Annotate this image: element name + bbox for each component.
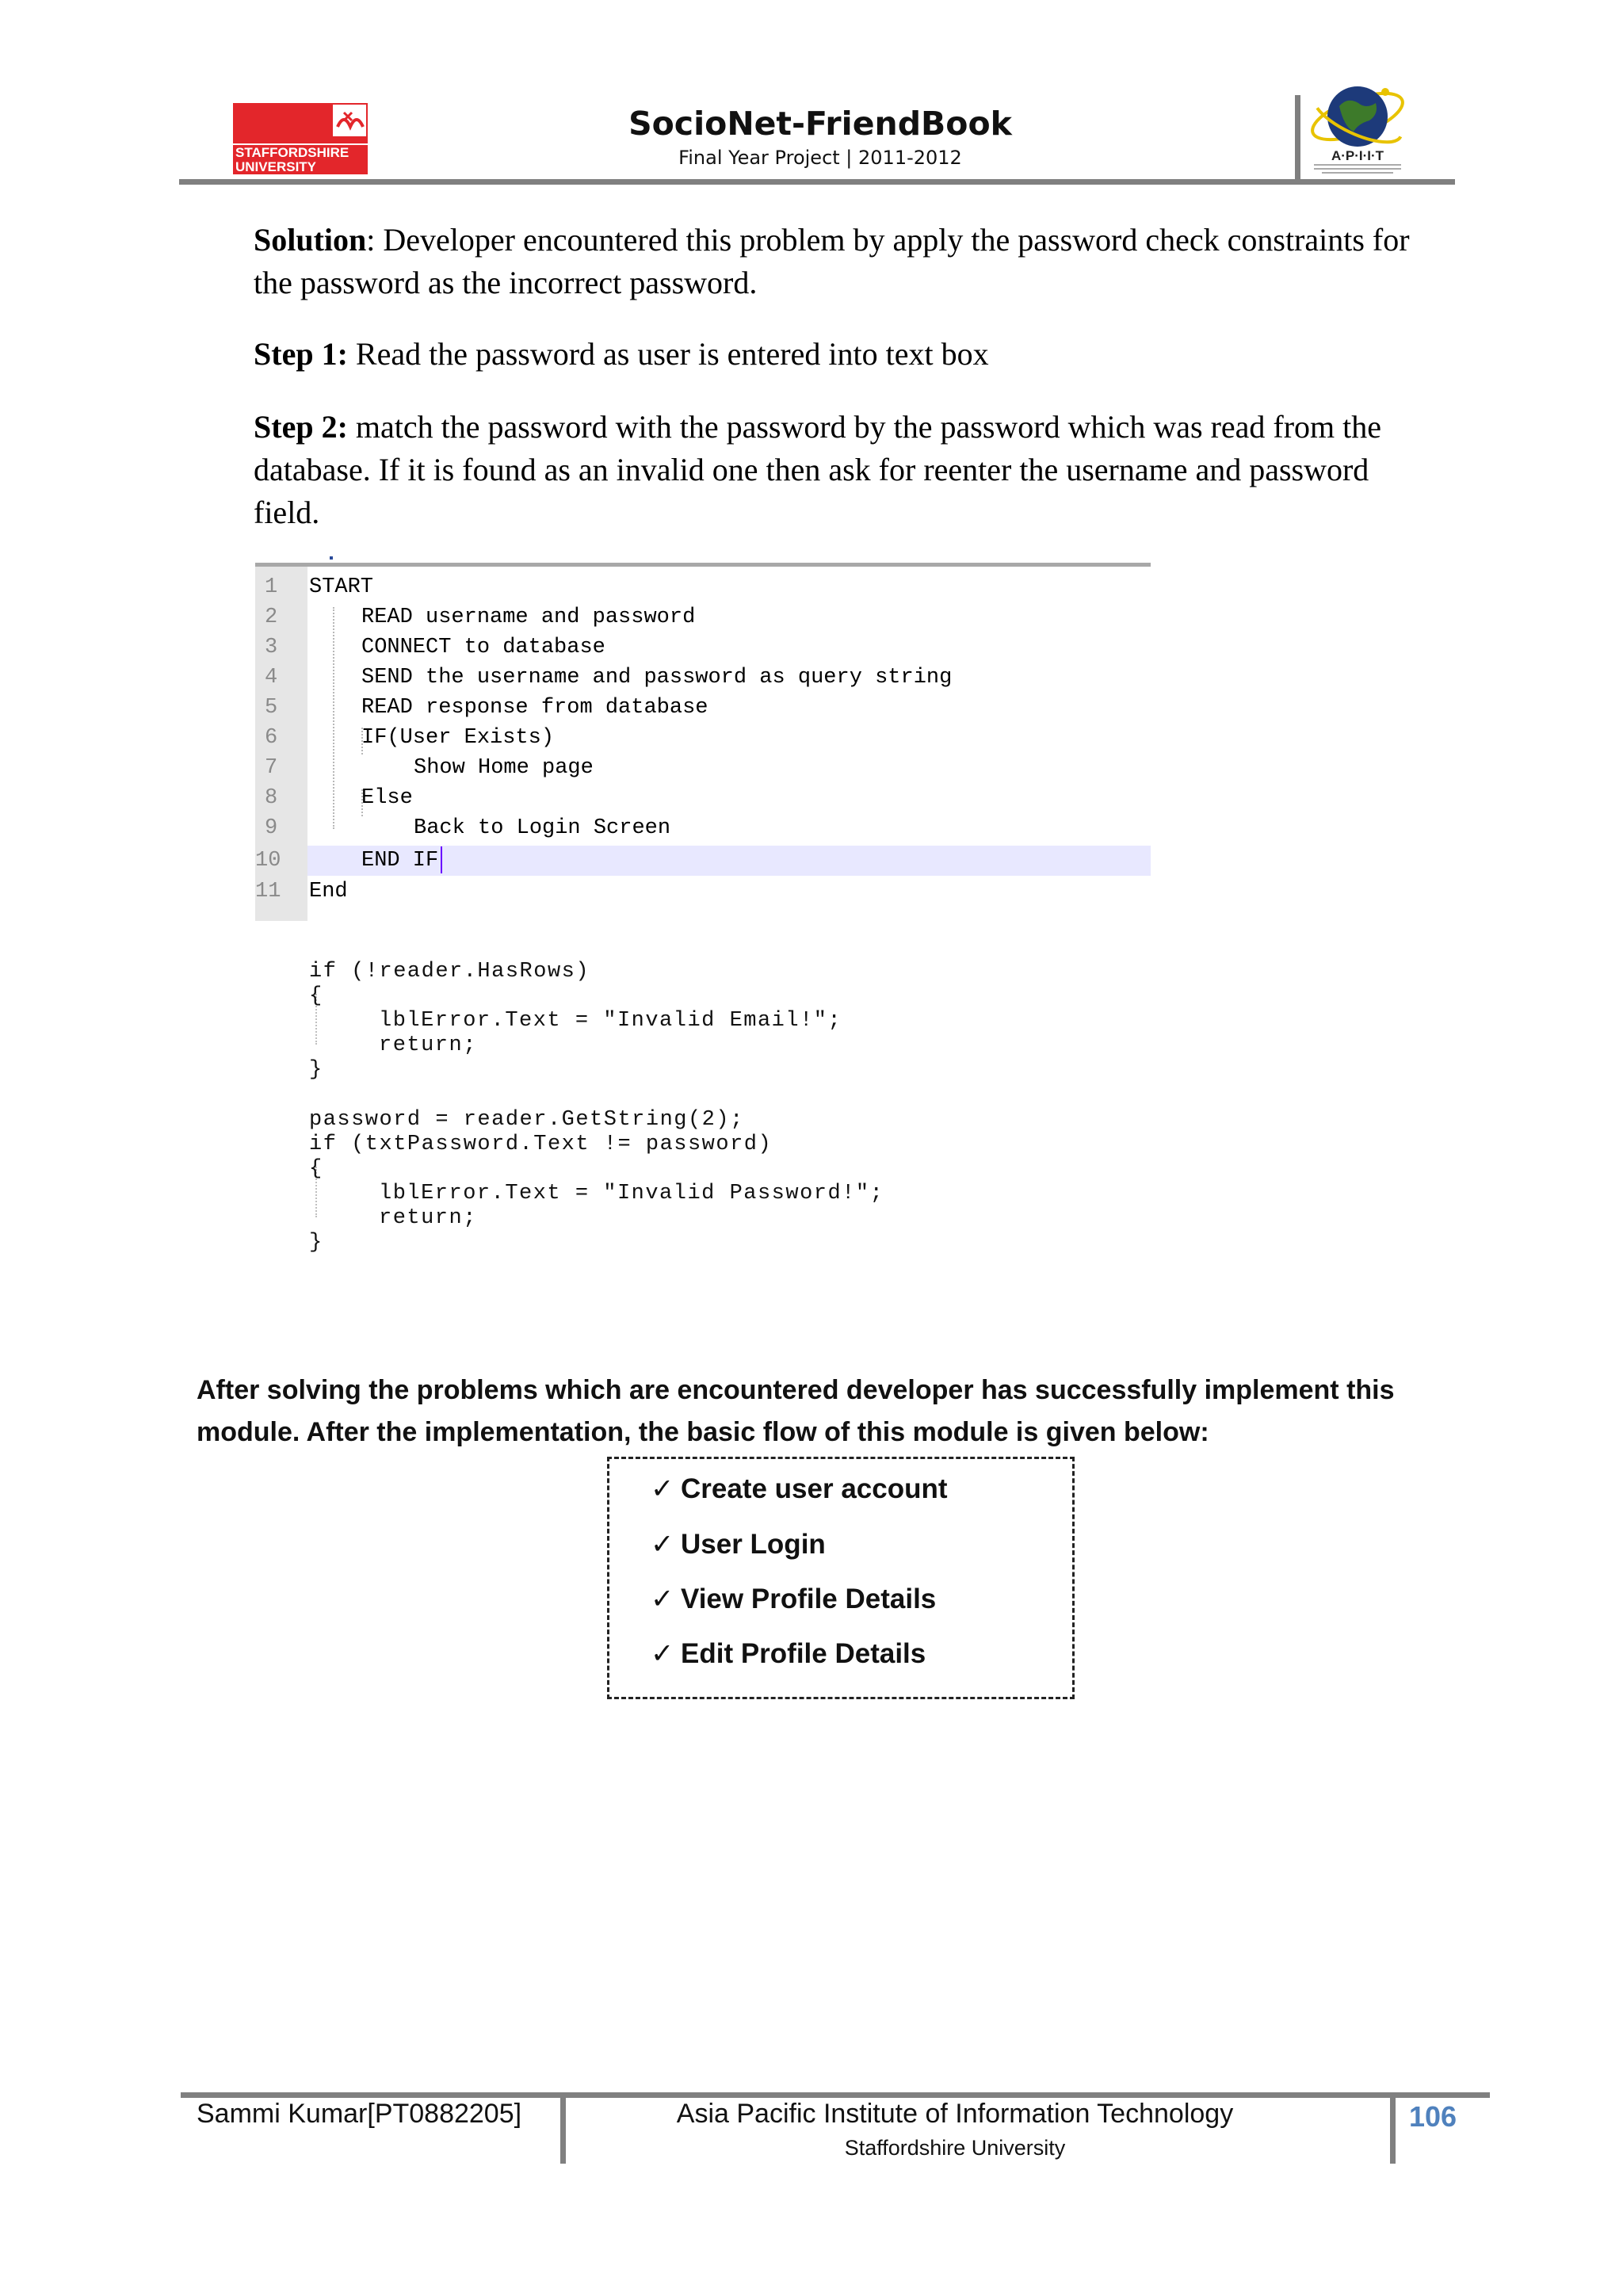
code-line	[255, 877, 1151, 907]
code-line: }	[309, 1058, 323, 1082]
header-divider	[1295, 95, 1300, 182]
code-text: IF(User Exists)	[361, 726, 555, 750]
code-text: Show Home page	[414, 756, 594, 780]
flow-item	[651, 1465, 1061, 1513]
code-line: return;	[379, 1033, 477, 1057]
code-text: READ username and password	[361, 606, 696, 629]
line-number: 8	[265, 786, 278, 810]
code-line: if (!reader.HasRows)	[309, 960, 590, 984]
code-text: Else	[361, 786, 413, 810]
staffs-logo-text-1: STAFFORDSHIRE	[235, 145, 349, 160]
step1-label: Step 1:	[254, 336, 348, 372]
step1-text: Read the password as user is entered into text box	[347, 336, 989, 372]
code-line	[255, 783, 1151, 813]
code-line: lblError.Text = "Invalid Password!";	[379, 1182, 884, 1205]
flow-item-label: View Profile Details	[681, 1584, 937, 1614]
line-number: 9	[265, 816, 278, 840]
line-number: 6	[265, 726, 278, 750]
code-line	[255, 693, 1151, 723]
checkmark-icon: ✓	[651, 1473, 674, 1505]
line-number: 11	[255, 880, 281, 904]
flow-item-label: User Login	[681, 1529, 826, 1560]
flow-item	[651, 1521, 1061, 1568]
apiit-logo	[1306, 73, 1409, 176]
line-number: 1	[265, 575, 278, 599]
step2-label: Step 2:	[254, 409, 348, 445]
code-line	[255, 632, 1151, 663]
solution-text: : Developer encountered this problem by apply the password check constraints for the password as the incorrect password.	[254, 222, 1410, 300]
code-line: if (txtPassword.Text != password)	[309, 1133, 773, 1156]
flow-item	[651, 1630, 1061, 1678]
line-number: 10	[255, 849, 281, 873]
flow-item-label: Edit Profile Details	[681, 1638, 926, 1669]
step1-paragraph	[254, 333, 1442, 376]
code-line	[255, 753, 1151, 783]
checkmark-icon: ✓	[651, 1529, 674, 1561]
code-line: return;	[379, 1206, 477, 1230]
header-subtitle: Final Year Project | 2011-2012	[678, 147, 962, 169]
checkmark-icon: ✓	[651, 1638, 674, 1670]
code-line	[255, 602, 1151, 632]
header-rule	[179, 179, 1455, 185]
footer-divider-left	[560, 2095, 566, 2164]
code-line: }	[309, 1231, 323, 1255]
line-number: 4	[265, 666, 278, 690]
csharp-code-screenshot	[309, 959, 1102, 1268]
code-text: START	[309, 575, 374, 599]
code-text: READ response from database	[361, 696, 708, 720]
code-line: {	[309, 1157, 323, 1181]
footer-institute: Asia Pacific Institute of Information Technology	[676, 2099, 1234, 2129]
apiit-logo-text: A·P·I·I·T	[1331, 148, 1384, 163]
code-line	[255, 572, 1151, 602]
footer-author: Sammi Kumar[PT0882205]	[197, 2099, 522, 2129]
summary-line-1: After solving the problems which are encountered developer has successfully implement this	[197, 1375, 1395, 1405]
staffs-logo-text-2: UNIVERSITY	[235, 159, 317, 174]
module-flow-box	[607, 1457, 1075, 1699]
solution-paragraph	[254, 219, 1442, 304]
solution-label: Solution	[254, 222, 367, 258]
code-text: End	[309, 880, 348, 904]
line-number: 5	[265, 696, 278, 720]
summary-line-2: module. After the implementation, the basic flow of this module is given below:	[197, 1417, 1209, 1447]
code-line	[255, 663, 1151, 693]
code-line: {	[309, 984, 323, 1008]
footer-university: Staffordshire University	[844, 2136, 1066, 2160]
text-caret	[441, 846, 442, 873]
code-line	[255, 846, 1151, 876]
staffordshire-university-logo	[233, 103, 368, 174]
flow-item-label: Create user account	[681, 1473, 948, 1504]
code-line: lblError.Text = "Invalid Email!";	[379, 1009, 842, 1033]
code-line	[255, 813, 1151, 843]
line-number: 2	[265, 606, 278, 629]
flow-item	[651, 1576, 1061, 1623]
code-text: END IF	[361, 849, 439, 873]
line-number: 7	[265, 756, 278, 780]
code-text: SEND the username and password as query string	[361, 666, 953, 690]
code-line: password = reader.GetString(2);	[309, 1108, 744, 1132]
footer-rule	[181, 2092, 1490, 2098]
checkmark-icon: ✓	[651, 1584, 674, 1615]
step2-paragraph	[254, 406, 1442, 534]
pseudocode-editor-screenshot	[255, 563, 1151, 921]
step2-text: match the password with the password by the password which was read from the database. If it is found as an invalid one then ask for reenter the username and password field.	[254, 409, 1382, 530]
header-title: SocioNet-FriendBook	[628, 105, 1012, 143]
code-line	[255, 723, 1151, 753]
code-text: Back to Login Screen	[414, 816, 671, 840]
code-text: CONNECT to database	[361, 636, 605, 659]
footer-divider-right	[1390, 2095, 1396, 2164]
line-number: 3	[265, 636, 278, 659]
page-number: 106	[1409, 2100, 1457, 2133]
